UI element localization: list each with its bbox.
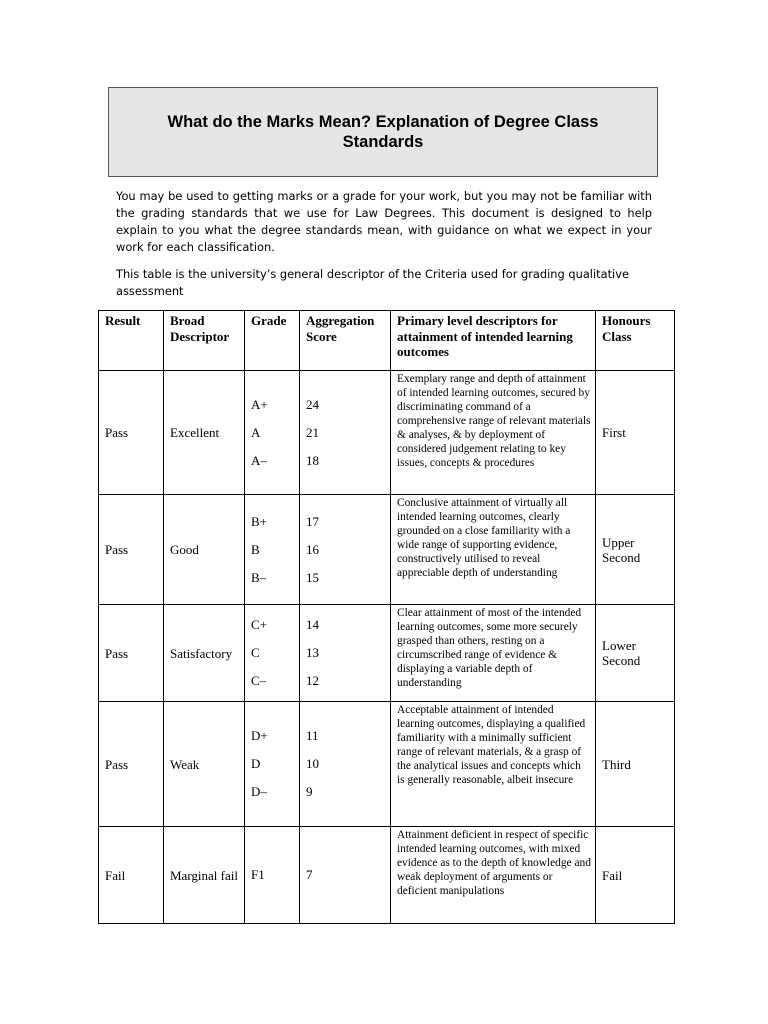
- grade-value: A+: [251, 396, 268, 412]
- score-value: 15: [306, 569, 319, 585]
- header-result: Result: [99, 311, 164, 371]
- grade-cell: [245, 605, 300, 702]
- grade-value: D+: [251, 728, 268, 743]
- honours-cell: First: [596, 371, 675, 495]
- header-primary-descriptors: Primary level descriptors for attainment of intended learning outcomes: [391, 311, 596, 371]
- descriptor-cell: [391, 371, 596, 495]
- table-row: [99, 371, 675, 495]
- descriptor-text: Exemplary range and depth of attainment of intended learning outcomes, secured by discriminating command of a comprehensive range of relevant materials & analyses, & by deployment of considered judgement relating to key issues, concepts & procedures: [397, 373, 591, 469]
- score-value: 21: [306, 424, 319, 440]
- honours-cell: Third: [596, 702, 675, 827]
- broad-descriptor-cell: Good: [164, 495, 245, 605]
- broad-descriptor-cell: Weak: [164, 702, 245, 827]
- score-value: 18: [306, 452, 319, 468]
- honours-cell: Lower Second: [596, 605, 675, 702]
- grade-value: B: [251, 541, 260, 557]
- grade-cell: [245, 702, 300, 827]
- broad-descriptor-cell: Excellent: [164, 371, 245, 495]
- grade-value: D–: [251, 784, 267, 799]
- intro-paragraph: You may be used to getting marks or a grade for your work, but you may not be familiar with the grading standards that we use for Law Degrees. This document is designed to help explain to you what the degree standards mean, with guidance on what we expect in your work for each classification.: [116, 189, 652, 254]
- grade-value: A: [251, 424, 261, 440]
- grade-value: C–: [251, 673, 267, 688]
- grading-table: [98, 310, 675, 924]
- result-cell: Pass: [99, 605, 164, 702]
- score-cell: [300, 371, 391, 495]
- descriptor-cell: [391, 827, 596, 924]
- table-row: [99, 605, 675, 702]
- grade-cell: [245, 495, 300, 605]
- grade-value: B+: [251, 513, 268, 529]
- score-value: 9: [306, 784, 313, 799]
- descriptor-cell: [391, 702, 596, 827]
- score-cell: [300, 605, 391, 702]
- table-header-row: [99, 311, 675, 371]
- grade-value: C: [251, 645, 260, 660]
- honours-cell: Upper Second: [596, 495, 675, 605]
- header-honours-class: Honours Class: [596, 311, 675, 371]
- score-value: 10: [306, 756, 319, 771]
- descriptor-text: Conclusive attainment of virtually all intended learning outcomes, clearly grounded on a close familiarity with a wide range of supporting evidence, constructively utilised to reveal appreciable depth of understanding: [397, 497, 571, 579]
- table-row: [99, 827, 675, 924]
- header-grade: Grade: [245, 311, 300, 371]
- title-box: [108, 87, 658, 177]
- score-cell: [300, 702, 391, 827]
- score-value: 17: [306, 513, 319, 529]
- grade-value: D: [251, 756, 261, 771]
- descriptor-text: Acceptable attainment of intended learning outcomes, displaying a qualified familiarity with a minimally sufficient range of relevant materials, & a grasp of the analytical issues and concepts which is generally reasonable, albeit insecure: [397, 704, 586, 786]
- grade-value: A–: [251, 452, 267, 468]
- table-note: This table is the university’s general descriptor of the Criteria used for grading qualitative assessment: [116, 267, 629, 298]
- result-cell: Fail: [99, 827, 164, 924]
- descriptor-cell: [391, 605, 596, 702]
- score-value: 24: [306, 396, 319, 412]
- broad-descriptor-cell: Satisfactory: [164, 605, 245, 702]
- score-value: 13: [306, 645, 319, 660]
- grade-value: B–: [251, 569, 267, 585]
- score-value: 16: [306, 541, 319, 557]
- page-title: What do the Marks Mean? Explanation of Degree Class Standards: [167, 113, 599, 151]
- header-aggregation-score: Aggregation Score: [300, 311, 391, 371]
- header-broad-descriptor: Broad Descriptor: [164, 311, 245, 371]
- result-cell: Pass: [99, 495, 164, 605]
- score-cell: [300, 495, 391, 605]
- score-value: 14: [306, 617, 319, 632]
- broad-descriptor-cell: Marginal fail: [164, 827, 245, 924]
- grade-value: F1: [251, 867, 265, 882]
- grade-cell: [245, 827, 300, 924]
- score-value: 11: [306, 728, 319, 743]
- score-cell: [300, 827, 391, 924]
- table-row: [99, 495, 675, 605]
- descriptor-text: Attainment deficient in respect of specific intended learning outcomes, with mixed evidence as to the depth of knowledge and weak deployment of arguments or deficient manipulations: [397, 829, 591, 897]
- grade-value: C+: [251, 617, 268, 632]
- honours-cell: Fail: [596, 827, 675, 924]
- result-cell: Pass: [99, 702, 164, 827]
- descriptor-cell: [391, 495, 596, 605]
- result-cell: Pass: [99, 371, 164, 495]
- table-row: [99, 702, 675, 827]
- score-value: 12: [306, 673, 319, 688]
- descriptor-text: Clear attainment of most of the intended learning outcomes, some more securely grasped than others, resting on a circumscribed range of evidence & displaying a variable depth of understanding: [397, 607, 582, 689]
- grade-cell: [245, 371, 300, 495]
- score-value: 7: [306, 867, 313, 882]
